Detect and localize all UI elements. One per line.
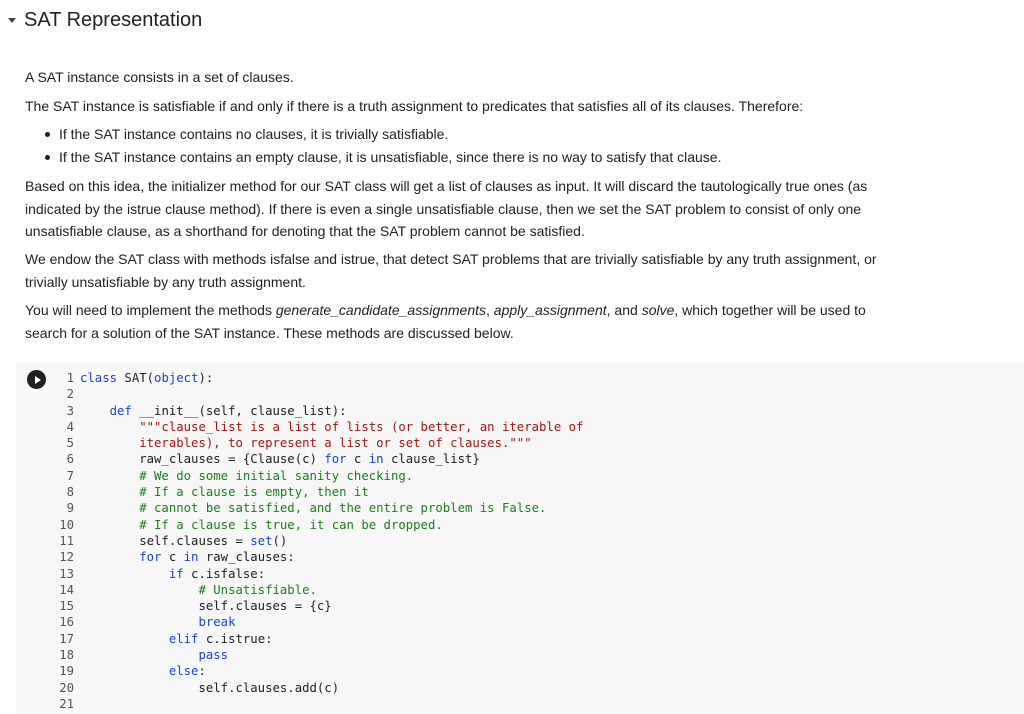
code-token: set	[250, 533, 273, 548]
code-token: c	[161, 550, 184, 565]
code-token: :	[198, 664, 206, 679]
code-token: for	[324, 452, 347, 467]
code-line	[56, 549, 583, 565]
line-number: 6	[66, 452, 74, 467]
code-token: for	[80, 550, 162, 565]
code-line	[56, 647, 583, 663]
code-line	[56, 631, 583, 647]
code-text	[80, 631, 273, 647]
code-text	[80, 614, 235, 630]
line-number: 3	[66, 403, 74, 418]
paragraph-5	[25, 299, 905, 344]
code-line	[56, 696, 583, 712]
code-token: # cannot be satisfied, and the entire problem is False.	[80, 501, 547, 516]
code-line	[56, 419, 583, 435]
code-line	[56, 451, 583, 467]
line-number: 18	[59, 648, 74, 663]
play-icon	[35, 376, 41, 384]
code-editor[interactable]	[56, 370, 583, 712]
code-text	[80, 647, 228, 663]
code-text	[80, 500, 546, 516]
code-token: raw_clauses:	[198, 550, 295, 565]
line-number: 11	[59, 533, 74, 548]
code-text	[80, 451, 480, 467]
code-line	[56, 500, 583, 516]
line-number: 14	[59, 582, 74, 597]
paragraph-3-line: Based on this idea, the initializer method for our SAT class will get a list of clauses as input. It will discard the tautologically true ones (as	[25, 178, 868, 194]
code-token: in	[368, 452, 384, 467]
code-token: """clause_list is a list of lists (or better, an iterable of	[80, 419, 584, 434]
code-line	[56, 680, 583, 696]
line-number: 13	[59, 566, 74, 581]
code-text	[80, 566, 265, 582]
code-line	[56, 435, 583, 451]
code-token: class	[80, 371, 125, 385]
code-token: clause_list}	[383, 452, 480, 467]
paragraph-1: A SAT instance consists in a set of clauses.	[25, 69, 294, 85]
code-text	[80, 370, 213, 386]
code-token: break	[80, 615, 236, 630]
code-text	[80, 533, 287, 549]
paragraph-5-line: You will need to implement the methods generate_candidate_assignments, apply_assignment, and solve, which together will be used to	[25, 302, 866, 318]
line-number: 16	[59, 615, 74, 630]
paragraph-2: The SAT instance is satisfiable if and only if there is a truth assignment to predicates that satisfies all of its clauses. Therefore:	[25, 98, 804, 114]
code-text	[80, 403, 347, 419]
collapse-caret-icon[interactable]	[0, 18, 24, 23]
line-number: 9	[66, 501, 74, 516]
code-token: # If a clause is empty, then it	[80, 485, 369, 500]
paragraph-4-line: We endow the SAT class with methods isfalse and istrue, that detect SAT problems that are trivially satisfiable by any truth assignment, or	[25, 251, 877, 267]
code-line	[56, 663, 583, 679]
code-token: ):	[198, 371, 214, 385]
code-token: if	[80, 566, 184, 581]
code-token: object	[154, 371, 199, 385]
line-number: 5	[66, 436, 74, 451]
code-token: c	[346, 452, 369, 467]
code-line	[56, 566, 583, 582]
line-number: 15	[59, 599, 74, 614]
line-number: 17	[59, 631, 74, 646]
line-number: 20	[59, 680, 74, 695]
code-line	[56, 386, 583, 402]
code-token: self.clauses = {c}	[80, 599, 332, 614]
line-number: 12	[59, 550, 74, 565]
bullet-list	[25, 123, 905, 169]
code-token: # If a clause is true, it can be dropped.	[80, 517, 443, 532]
code-text	[80, 549, 295, 565]
paragraph-4-line: trivially unsatisfiable by any truth assignment.	[25, 273, 306, 290]
code-text	[80, 435, 532, 451]
paragraph-3-line: unsatisfiable clause, as a shorthand for denoting that the SAT problem cannot be satisfied.	[25, 223, 585, 239]
code-token: iterables), to represent a list or set of clauses."""	[80, 436, 532, 451]
code-line	[56, 582, 583, 598]
code-line	[56, 484, 583, 500]
line-number: 19	[59, 664, 74, 679]
code-token: # We do some initial sanity checking.	[80, 468, 414, 483]
code-text	[80, 598, 332, 614]
code-token: raw_clauses = {Clause(c)	[80, 452, 325, 467]
line-number: 1	[66, 371, 74, 385]
line-number: 7	[66, 468, 74, 483]
method-name: generate_candidate_assignments	[275, 302, 487, 318]
method-name: apply_assignment	[493, 302, 607, 318]
code-text	[80, 484, 369, 500]
paragraph-5-line: search for a solution of the SAT instance. These methods are discussed below.	[25, 324, 514, 341]
code-text	[80, 680, 339, 696]
run-cell-button[interactable]	[27, 370, 46, 389]
code-line	[56, 403, 583, 419]
code-token: # Unsatisfiable.	[80, 582, 317, 597]
code-token: c.istrue:	[198, 631, 273, 646]
code-line	[56, 533, 583, 549]
list-item: If the SAT instance contains no clauses, it is trivially satisfiable.	[25, 123, 905, 146]
list-item: If the SAT instance contains an empty clause, it is unsatisfiable, since there is no way to satisfy that clause.	[25, 146, 905, 169]
code-text	[80, 582, 317, 598]
code-token: __init__(self, clause_list):	[139, 403, 347, 418]
code-line	[56, 370, 583, 386]
code-line	[56, 598, 583, 614]
code-text	[80, 663, 206, 679]
code-token: ()	[272, 533, 288, 548]
paragraph-4	[25, 248, 905, 293]
line-number: 4	[66, 419, 74, 434]
code-line	[56, 614, 583, 630]
code-token: c.isfalse:	[183, 566, 266, 581]
section-title: SAT Representation	[24, 8, 203, 31]
paragraph-3-line: indicated by the istrue clause method). If there is even a single unsatisfiable clause, then we set the SAT problem to consist of only one	[25, 200, 862, 217]
code-token: else	[80, 664, 199, 679]
code-text	[80, 468, 413, 484]
code-token: self.clauses.add(c)	[80, 680, 340, 695]
line-number: 10	[59, 517, 74, 532]
code-line	[56, 468, 583, 484]
code-token: def	[80, 403, 140, 418]
line-number: 2	[66, 387, 74, 402]
code-text	[80, 517, 443, 533]
code-token: elif	[80, 631, 199, 646]
code-token: in	[183, 550, 199, 565]
code-token: SAT(	[124, 371, 155, 385]
paragraph-3	[25, 175, 905, 243]
line-number: 21	[59, 696, 74, 711]
line-number: 8	[66, 485, 74, 500]
code-token: self.clauses =	[80, 533, 251, 548]
code-token: pass	[80, 648, 229, 663]
section-header	[0, 4, 202, 36]
method-name: solve	[641, 302, 675, 318]
code-text	[80, 419, 583, 435]
code-line	[56, 517, 583, 533]
